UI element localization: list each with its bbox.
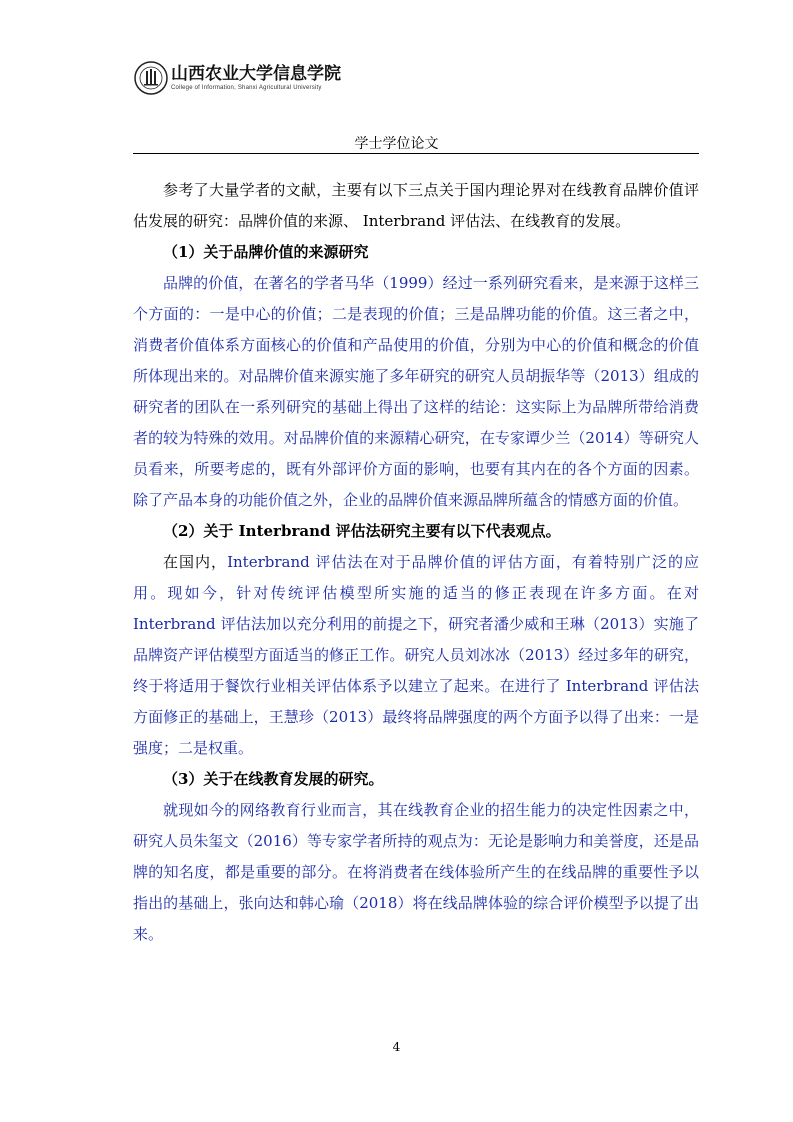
university-seal-icon: [133, 60, 169, 96]
paragraph-interbrand-body: Interbrand 评估法在对于品牌价值的评估方面，有着特别广泛的应用。现如今，针对传统评估模型所实施的适当的修正表现在许多方面。在对 Interbrand 评估法加以充分利用的前提之下，研究者潘少威和王琳（2013）实施了品牌资产评估模型方面适当的修正工作。研究人员刘冰冰（2013）经过多年的研究，终于将适用于餐饮行业相关评估体系予以建立了起来。在进行了 Interbrand 评估法方面修正的基础上，王慧珍（2013）最终将品牌强度的两个方面予以得了出来：一是强度；二是权重。: [133, 553, 699, 757]
logo-english-name: College of Information, Shanxi Agricultural University: [171, 84, 322, 91]
page-number: 4: [392, 1040, 401, 1054]
logo-text: [171, 63, 341, 91]
logo-chinese-name: 山西农业大学信息学院: [171, 63, 341, 84]
paragraph-brand-value-source: 品牌的价值，在著名的学者马华（1999）经过一系列研究看来，是来源于这样三个方面的：一是中心的价值；二是表现的价值；三是品牌功能的价值。这三者之中，消费者价值体系方面核心的价值和产品使用的价值，分别为中心的价值和概念的价值所体现出来的。对品牌价值来源实施了多年研究的研究人员胡振华等（2013）组成的研究者的团队在一系列研究的基础上得出了这样的结论：这实际上为品牌所带给消费者的较为特殊的效用。对品牌价值的来源精心研究，在专家谭少兰（2014）等研究人员看来，所要考虑的，既有外部评价方面的影响，也要有其内在的各个方面的因素。除了产品本身的功能价值之外，企业的品牌价值来源品牌所蕴含的情感方面的价值。: [133, 274, 699, 509]
paragraph-online-education: 就现如今的网络教育行业而言，其在线教育企业的招生能力的决定性因素之中，研究人员朱玺文（2016）等专家学者所持的观点为：无论是影响力和美誉度，还是品牌的知名度，都是重要的部分。在将消费者在线体验所产生的在线品牌的重要性予以指出的基础上，张向达和韩心瑜（2018）将在线品牌体验的综合评价模型予以提了出来。: [133, 801, 699, 943]
paragraph-interbrand: [133, 547, 699, 764]
header-divider: [133, 153, 699, 154]
page-header-title: 学士学位论文: [354, 136, 439, 152]
paragraph-interbrand-lead: 在国内，: [163, 553, 228, 571]
university-logo: [133, 60, 341, 96]
intro-paragraph: 参考了大量学者的文献，主要有以下三点关于国内理论界对在线教育品牌价值评估发展的研究：品牌价值的来源、 Interbrand 评估法、在线教育的发展。: [133, 181, 699, 230]
document-body: [133, 175, 699, 950]
section-heading-1: （1）关于品牌价值的来源研究: [163, 243, 369, 261]
section-heading-2: （2）关于 Interbrand 评估法研究主要有以下代表观点。: [163, 522, 561, 540]
section-heading-3: （3）关于在线教育发展的研究。: [163, 770, 384, 788]
